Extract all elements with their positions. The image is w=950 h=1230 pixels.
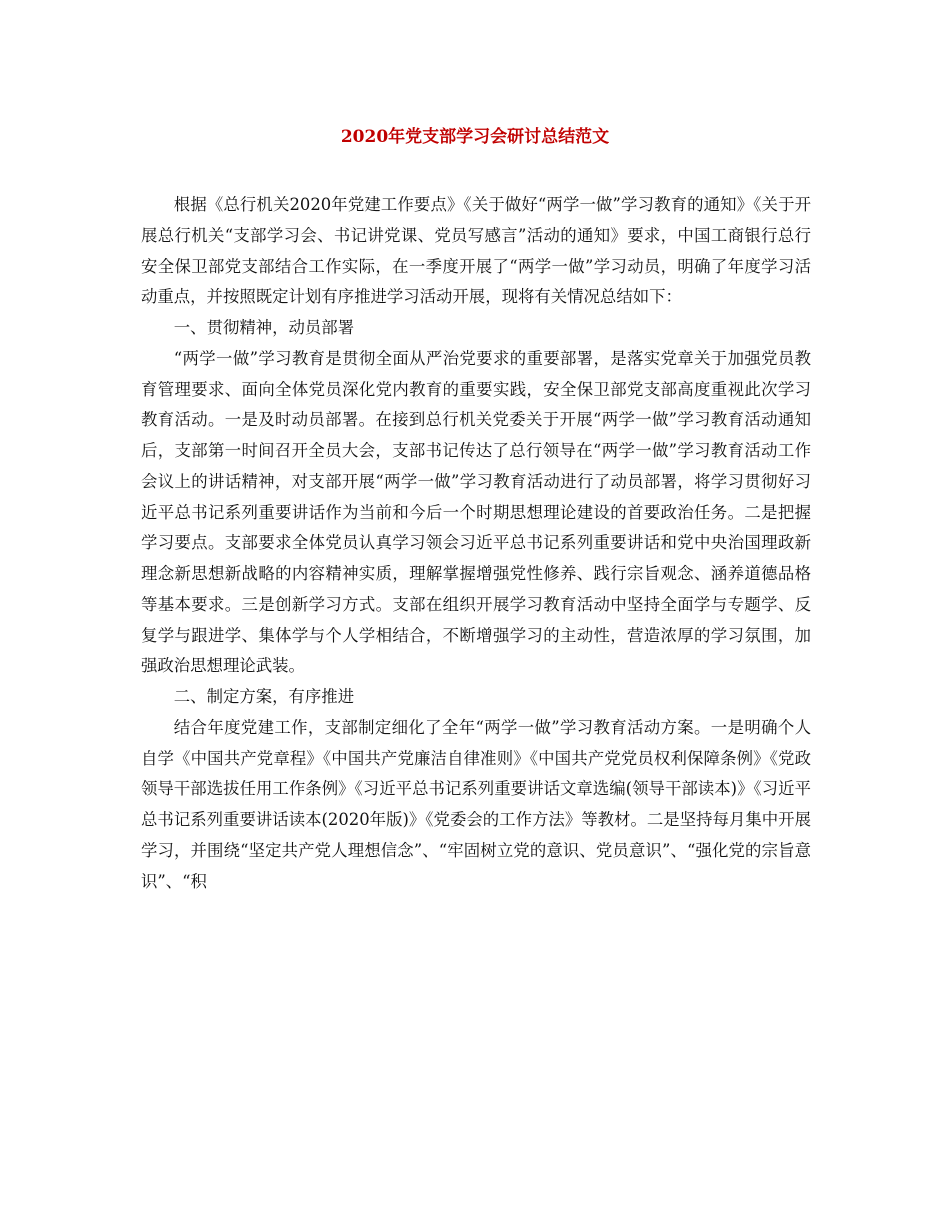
document-title: 2020年党支部学习会研讨总结范文 [340,127,610,147]
section-heading-2: 二、制定方案，有序推进 [173,687,355,706]
paragraph-section-1: “两学一做”学习教育是贯彻全面从严治党要求的重要部署，是落实党章关于加强党员教育管理要求、面向全体党员深化党内教育的重要实践，安全保卫部党支部高度重视此次学习教育活动。一是及时动员部署。在接到总行机关党委关于开展“两学一做”学习教育活动通知后，支部第一时间召开全员大会，支部书记传达了总行领导在“两学一做”学习教育活动工作会议上的讲话精神，对支部开展“两学一做”学习教育活动进行了动员部署，将学习贯彻好习近平总书记系列重要讲话作为当前和今后一个时期思想理论建设的首要政治任务。二是把握学习要点。支部要求全体党员认真学习领会习近平总书记系列重要讲话和党中央治国理政新理念新思想新战略的内容精神实质，理解掌握增强党性修养、践行宗旨观念、涵养道德品格等基本要求。三是创新学习方式。支部在组织开展学习教育活动中坚持全面学与专题学、反复学与跟进学、集体学与个人学相结合，不断增强学习的主动性，营造浓厚的学习氛围，加强政治思想理论武装。 [141,348,811,676]
paragraph-intro: 根据《总行机关2020年党建工作要点》《关于做好“两学一做”学习教育的通知》《关于开展总行机关“支部学习会、书记讲党课、党员写感言”活动的通知》要求，中国工商银行总行安全保卫部党支部结合工作实际，在一季度开展了“两学一做”学习动员，明确了年度学习活动重点，并按照既定计划有序推进学习活动开展，现将有关情况总结如下： [141,195,811,307]
document-body [141,190,811,897]
section-heading-1: 一、贯彻精神，动员部署 [173,318,355,337]
paragraph-section-2: 结合年度党建工作，支部制定细化了全年“两学一做”学习教育活动方案。一是明确个人自学《中国共产党章程》《中国共产党廉洁自律准则》《中国共产党党员权利保障条例》《党政领导干部选拔任用工作条例》《习近平总书记系列重要讲话文章选编(领导干部读本)》《习近平总书记系列重要讲话读本(2020年版)》《党委会的工作方法》等教材。二是坚持每月集中开展学习，并围绕“坚定共产党人理想信念”、“牢固树立党的意识、党员意识”、“强化党的宗旨意识”、“积 [141,717,811,891]
